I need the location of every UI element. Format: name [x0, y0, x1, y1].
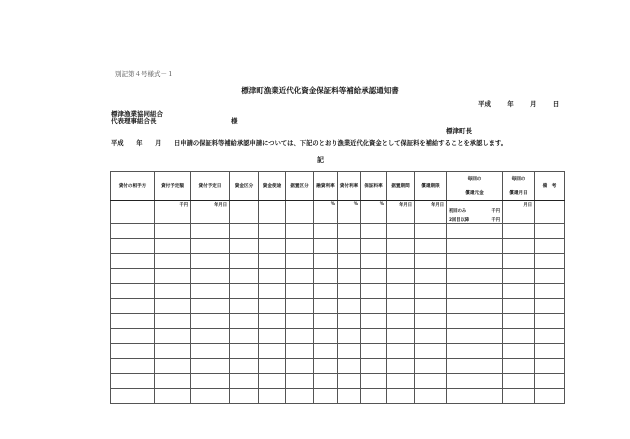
table-row: [111, 299, 565, 314]
table-cell[interactable]: [447, 254, 503, 269]
table-cell[interactable]: [191, 374, 230, 389]
repayment-note: [447, 217, 500, 223]
date-line: [478, 101, 559, 108]
table-cell[interactable]: [415, 374, 447, 389]
table-body: [111, 201, 565, 404]
repayment-note: [447, 208, 500, 214]
table-cell[interactable]: [314, 374, 338, 389]
table-cell[interactable]: [503, 314, 535, 329]
table-cell[interactable]: [259, 224, 286, 239]
table-cell[interactable]: [503, 344, 535, 359]
table-cell[interactable]: [535, 254, 565, 269]
table-cell[interactable]: [361, 314, 387, 329]
table-cell[interactable]: [111, 359, 155, 374]
table-cell[interactable]: [111, 389, 155, 404]
table-cell[interactable]: [415, 314, 447, 329]
document-title: 標津町漁業近代化資金保証料等補給承認通知書: [241, 86, 399, 95]
table-cell[interactable]: [535, 389, 565, 404]
table-cell[interactable]: [286, 269, 314, 284]
table-cell[interactable]: [447, 344, 503, 359]
table-cell[interactable]: [415, 254, 447, 269]
table-cell[interactable]: [415, 224, 447, 239]
table-cell[interactable]: [230, 299, 259, 314]
table-cell[interactable]: [361, 329, 387, 344]
table-cell[interactable]: [259, 239, 286, 254]
table-cell[interactable]: [286, 254, 314, 269]
date-day: 日: [552, 100, 560, 108]
column-header: 融資利率: [314, 172, 338, 201]
table-cell[interactable]: [447, 269, 503, 284]
table-cell[interactable]: [191, 254, 230, 269]
table-cell[interactable]: [338, 284, 361, 299]
column-header: 据置区分: [286, 172, 314, 201]
table-cell[interactable]: [230, 359, 259, 374]
table-cell[interactable]: [535, 359, 565, 374]
table-cell[interactable]: [503, 389, 535, 404]
table-cell[interactable]: [503, 269, 535, 284]
table-cell[interactable]: 年月日: [415, 201, 447, 224]
table-cell[interactable]: 年月日: [387, 201, 415, 224]
table-cell[interactable]: [286, 374, 314, 389]
table-cell[interactable]: [503, 254, 535, 269]
table-cell[interactable]: [338, 299, 361, 314]
table-cell[interactable]: [314, 344, 338, 359]
table-cell[interactable]: [338, 314, 361, 329]
table-cell[interactable]: [230, 329, 259, 344]
table-cell[interactable]: [230, 224, 259, 239]
table-cell[interactable]: [230, 389, 259, 404]
table-cell[interactable]: [415, 284, 447, 299]
table-cell[interactable]: [535, 284, 565, 299]
table-cell[interactable]: [286, 224, 314, 239]
table-cell[interactable]: [111, 344, 155, 359]
table-cell[interactable]: [111, 254, 155, 269]
table-cell[interactable]: [259, 389, 286, 404]
table-cell[interactable]: [155, 344, 191, 359]
table-cell[interactable]: [535, 239, 565, 254]
table-cell[interactable]: [535, 269, 565, 284]
table-cell[interactable]: [259, 201, 286, 224]
table-cell[interactable]: [259, 329, 286, 344]
approval-table: [110, 171, 565, 404]
table-cell[interactable]: [111, 314, 155, 329]
table-row: [111, 329, 565, 344]
table-cell[interactable]: [286, 284, 314, 299]
table-cell[interactable]: [447, 329, 503, 344]
table-row: [111, 374, 565, 389]
table-cell[interactable]: [447, 359, 503, 374]
table-cell[interactable]: [361, 284, 387, 299]
column-header-line: 償還月日: [509, 191, 528, 196]
table-cell[interactable]: [259, 359, 286, 374]
table-row: [111, 344, 565, 359]
table-cell[interactable]: [447, 284, 503, 299]
table-cell[interactable]: [361, 224, 387, 239]
table-cell[interactable]: [338, 239, 361, 254]
table-cell[interactable]: [111, 284, 155, 299]
table-cell[interactable]: [387, 329, 415, 344]
table-cell[interactable]: [314, 284, 338, 299]
table-row: [111, 269, 565, 284]
table-cell[interactable]: [447, 201, 503, 224]
table-cell[interactable]: [314, 389, 338, 404]
table-cell[interactable]: [314, 239, 338, 254]
table-cell[interactable]: [387, 374, 415, 389]
table-cell[interactable]: [111, 269, 155, 284]
table-cell[interactable]: [387, 224, 415, 239]
table-cell[interactable]: [415, 239, 447, 254]
table-cell[interactable]: [535, 314, 565, 329]
table-cell[interactable]: [338, 359, 361, 374]
table-cell[interactable]: [387, 254, 415, 269]
column-header: 償還期限: [415, 172, 447, 201]
table-cell[interactable]: [361, 254, 387, 269]
table-cell[interactable]: [387, 314, 415, 329]
column-header: 備 考: [535, 172, 565, 201]
column-header: 貸付利率: [338, 172, 361, 201]
table-cell[interactable]: [415, 329, 447, 344]
table-cell[interactable]: [314, 359, 338, 374]
table-cell[interactable]: [230, 284, 259, 299]
table-row: [111, 254, 565, 269]
table-cell[interactable]: [286, 201, 314, 224]
table-cell[interactable]: [259, 299, 286, 314]
table-cell[interactable]: [155, 239, 191, 254]
table-row: [111, 359, 565, 374]
table-cell[interactable]: [338, 344, 361, 359]
table-cell[interactable]: [535, 299, 565, 314]
table-cell[interactable]: [230, 201, 259, 224]
table-cell[interactable]: [314, 269, 338, 284]
column-header-line: 毎回の: [467, 177, 482, 182]
table-row: [111, 314, 565, 329]
repayment-note-unit: 千円: [491, 218, 500, 223]
table-cell[interactable]: [286, 239, 314, 254]
table-cell[interactable]: [314, 329, 338, 344]
table-cell[interactable]: [503, 329, 535, 344]
table-cell[interactable]: [155, 314, 191, 329]
table-header-row: [111, 172, 565, 201]
table-cell[interactable]: [387, 284, 415, 299]
column-header: 貸付予定額: [155, 172, 191, 201]
table-cell[interactable]: [230, 269, 259, 284]
table-row: [111, 224, 565, 239]
table-cell[interactable]: [338, 374, 361, 389]
table-cell[interactable]: [259, 344, 286, 359]
table-cell[interactable]: [447, 299, 503, 314]
form-number-label: 別記第４号様式－１: [115, 70, 174, 78]
table-cell[interactable]: [155, 374, 191, 389]
table-cell[interactable]: [111, 374, 155, 389]
table-cell[interactable]: [535, 201, 565, 224]
column-header: [447, 172, 503, 201]
table-cell[interactable]: [155, 299, 191, 314]
ki-heading: 記: [317, 156, 324, 164]
table-cell[interactable]: [111, 201, 155, 224]
table-cell[interactable]: [338, 269, 361, 284]
addressee-organization: 標津漁業協同組合: [111, 110, 163, 118]
table-cell[interactable]: [447, 389, 503, 404]
column-header: 据置期間: [387, 172, 415, 201]
table-cell[interactable]: [535, 224, 565, 239]
table-cell[interactable]: [338, 389, 361, 404]
table-cell[interactable]: [155, 284, 191, 299]
table-cell[interactable]: [155, 359, 191, 374]
table-cell[interactable]: [415, 359, 447, 374]
table-cell[interactable]: [286, 299, 314, 314]
table-cell[interactable]: [191, 359, 230, 374]
table-cell[interactable]: [286, 344, 314, 359]
table-cell[interactable]: [155, 224, 191, 239]
table-cell[interactable]: [259, 314, 286, 329]
table-cell[interactable]: [415, 269, 447, 284]
date-era: 平成: [478, 100, 491, 108]
column-header: 貸付予定日: [191, 172, 230, 201]
column-header: 貸付の相手方: [111, 172, 155, 201]
table-cell[interactable]: 年月日: [191, 201, 230, 224]
table-cell[interactable]: %: [338, 201, 361, 224]
approval-statement: 平成 年 月 日申請の保証料等補給承認申請については、下記のとおり漁業近代化資金として保証料を補給することを承認します。: [111, 140, 508, 147]
table-cell[interactable]: [387, 344, 415, 359]
table-cell[interactable]: [191, 284, 230, 299]
column-header: 資金区分: [230, 172, 259, 201]
table-cell[interactable]: [111, 329, 155, 344]
date-year: 年: [507, 100, 514, 108]
addressee-title: 代表理事組合長: [111, 117, 157, 125]
table-row: [111, 284, 565, 299]
table-cell[interactable]: [191, 389, 230, 404]
table-cell[interactable]: [447, 224, 503, 239]
table-cell[interactable]: [387, 299, 415, 314]
column-header: 保証料率: [361, 172, 387, 201]
table-cell[interactable]: [314, 314, 338, 329]
date-month: 月: [530, 100, 537, 108]
repayment-note-label: 初回のみ: [449, 209, 467, 214]
table-cell[interactable]: [155, 269, 191, 284]
table-cell[interactable]: [259, 254, 286, 269]
table-cell[interactable]: [387, 239, 415, 254]
column-header-line: 償還元金: [465, 191, 484, 196]
table-cell[interactable]: [415, 389, 447, 404]
table-cell[interactable]: [361, 344, 387, 359]
table-cell[interactable]: [361, 239, 387, 254]
table-cell[interactable]: [230, 239, 259, 254]
table-cell[interactable]: [155, 254, 191, 269]
table-cell[interactable]: [111, 239, 155, 254]
repayment-note-unit: 千円: [491, 209, 500, 214]
table-cell[interactable]: [503, 239, 535, 254]
table-cell[interactable]: [111, 224, 155, 239]
table-cell[interactable]: [503, 359, 535, 374]
table-cell[interactable]: [361, 389, 387, 404]
table-cell[interactable]: [415, 299, 447, 314]
table-row: [111, 239, 565, 254]
table-cell[interactable]: [503, 284, 535, 299]
table-cell[interactable]: [338, 224, 361, 239]
table-cell[interactable]: 月日: [503, 201, 535, 224]
table-cell[interactable]: [259, 284, 286, 299]
table-cell[interactable]: [387, 359, 415, 374]
table-cell[interactable]: [191, 314, 230, 329]
table-cell[interactable]: [503, 374, 535, 389]
table-cell[interactable]: [230, 344, 259, 359]
table-cell[interactable]: [535, 374, 565, 389]
table-cell[interactable]: [387, 269, 415, 284]
addressee-honorific: 様: [231, 117, 238, 125]
column-header-line: 毎回の: [511, 177, 526, 182]
table-cell[interactable]: %: [314, 201, 338, 224]
column-header: [503, 172, 535, 201]
table-cell[interactable]: [314, 224, 338, 239]
table-cell[interactable]: [447, 239, 503, 254]
table-cell[interactable]: [338, 329, 361, 344]
table-cell[interactable]: [286, 314, 314, 329]
table-cell[interactable]: [338, 254, 361, 269]
table-cell[interactable]: [230, 374, 259, 389]
table-cell[interactable]: [191, 329, 230, 344]
table-cell[interactable]: [314, 254, 338, 269]
table-cell[interactable]: [286, 359, 314, 374]
table-cell[interactable]: [503, 299, 535, 314]
repayment-note-label: 2回目以降: [449, 218, 470, 223]
table-cell[interactable]: [191, 239, 230, 254]
table-cell[interactable]: %: [361, 201, 387, 224]
table-cell[interactable]: [535, 329, 565, 344]
table-cell[interactable]: [314, 299, 338, 314]
table-cell[interactable]: [286, 389, 314, 404]
table-cell[interactable]: [155, 329, 191, 344]
table-cell[interactable]: [387, 389, 415, 404]
table-cell[interactable]: [415, 344, 447, 359]
table-row: [111, 201, 565, 224]
table-cell[interactable]: [503, 224, 535, 239]
table-cell[interactable]: [535, 344, 565, 359]
table-cell[interactable]: [361, 374, 387, 389]
table-cell[interactable]: [361, 359, 387, 374]
column-header: 資金使途: [259, 172, 286, 201]
table-cell[interactable]: [447, 314, 503, 329]
table-cell[interactable]: 千円: [155, 201, 191, 224]
table-cell[interactable]: [111, 299, 155, 314]
table-cell[interactable]: [191, 224, 230, 239]
table-cell[interactable]: [230, 314, 259, 329]
table-cell[interactable]: [259, 374, 286, 389]
table-cell[interactable]: [286, 329, 314, 344]
table-cell[interactable]: [447, 374, 503, 389]
table-cell[interactable]: [155, 389, 191, 404]
table-cell[interactable]: [361, 299, 387, 314]
table-cell[interactable]: [191, 269, 230, 284]
table-cell[interactable]: [191, 299, 230, 314]
sender-name: 標津町長: [446, 127, 472, 135]
table-cell[interactable]: [361, 269, 387, 284]
table-cell[interactable]: [191, 344, 230, 359]
table-cell[interactable]: [259, 269, 286, 284]
table-cell[interactable]: [230, 254, 259, 269]
table-row: [111, 389, 565, 404]
